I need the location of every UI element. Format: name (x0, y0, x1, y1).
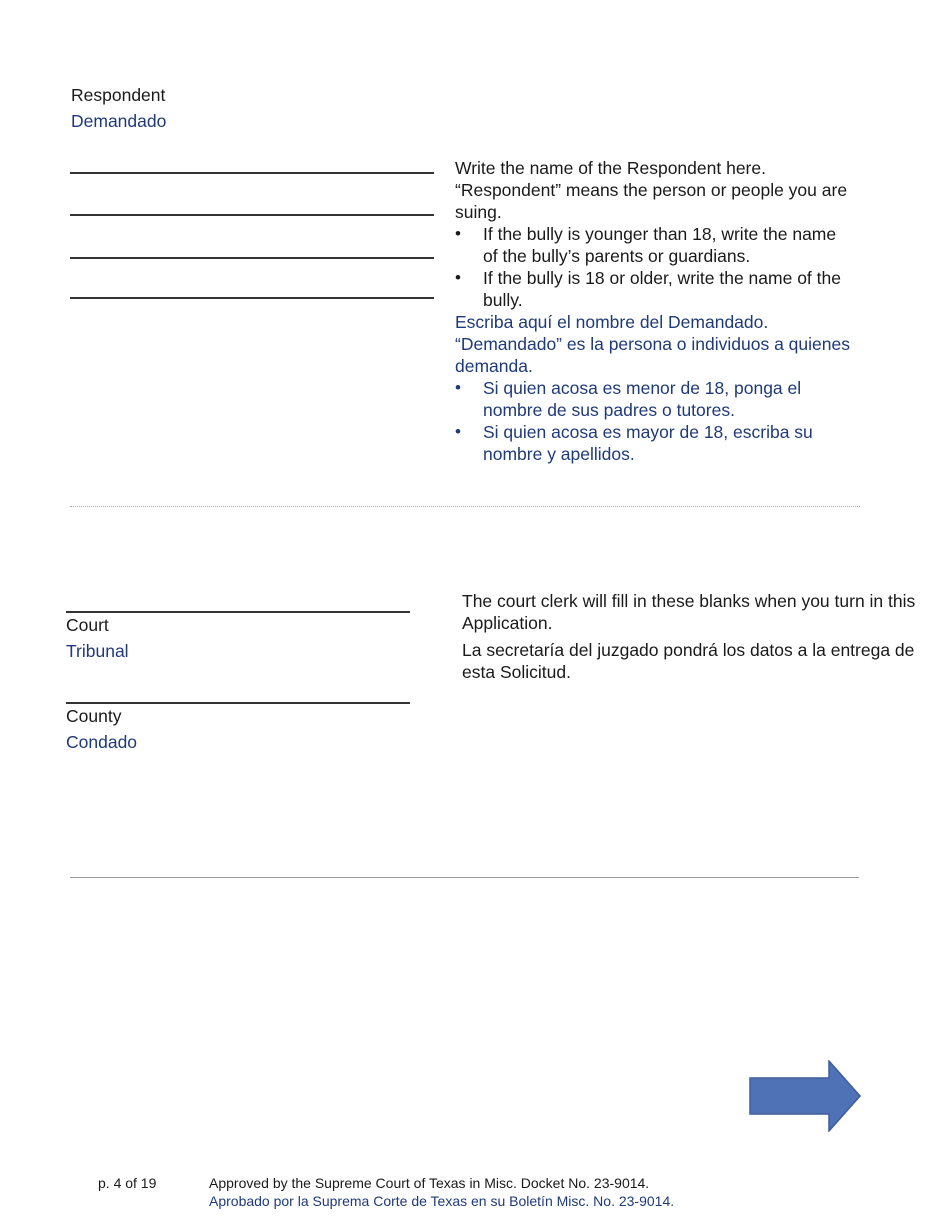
clerk-note (462, 590, 924, 683)
clerk-note-en: The court clerk will fill in these blanks when you turn in this Application. (462, 591, 916, 633)
footer-approved-es: Aprobado por la Suprema Corte de Texas en su Boletín Misc. No. 23-9014. (209, 1193, 675, 1209)
court-line[interactable] (66, 611, 410, 613)
respondent-instructions-es-intro: Escriba aquí el nombre del Demandado. “Demandado” es la persona o individuos a quienes demanda. (455, 312, 850, 376)
section-divider (70, 877, 859, 878)
respondent-label-en: Respondent (71, 85, 166, 105)
court-label-en: Court (66, 615, 109, 635)
respondent-name-line-2[interactable] (70, 214, 434, 216)
page-number: p. 4 of 19 (98, 1175, 157, 1191)
list-item: • Si quien acosa es menor de 18, ponga el nombre de sus padres o tutores. (455, 377, 855, 421)
list-item: • If the bully is younger than 18, write the name of the bully’s parents or guardians. (455, 223, 855, 267)
clerk-note-es: La secretaría del juzgado pondrá los datos a la entrega de esta Solicitud. (462, 640, 915, 682)
right-arrow-icon (749, 1060, 861, 1132)
respondent-name-line-3[interactable] (70, 257, 434, 259)
respondent-label-es: Demandado (71, 111, 167, 131)
county-label-es: Condado (66, 732, 138, 752)
respondent-instructions-es-list (455, 377, 855, 465)
list-item: • If the bully is 18 or older, write the name of the bully. (455, 267, 855, 311)
section-divider-dotted (70, 506, 860, 507)
respondent-instructions (455, 157, 855, 465)
footer-approved-en: Approved by the Supreme Court of Texas in Misc. Docket No. 23-9014. (209, 1175, 650, 1191)
respondent-instructions-en-intro: Write the name of the Respondent here. “Respondent” means the person or people you are suing. (455, 158, 848, 222)
next-page-arrow[interactable] (749, 1060, 861, 1132)
respondent-instructions-en-list (455, 223, 855, 311)
county-label-en: County (66, 706, 122, 726)
respondent-name-line-1[interactable] (70, 172, 434, 174)
county-line[interactable] (66, 702, 410, 704)
court-label-es: Tribunal (66, 641, 129, 661)
list-item: • Si quien acosa es mayor de 18, escriba su nombre y apellidos. (455, 421, 855, 465)
respondent-name-line-4[interactable] (70, 297, 434, 299)
